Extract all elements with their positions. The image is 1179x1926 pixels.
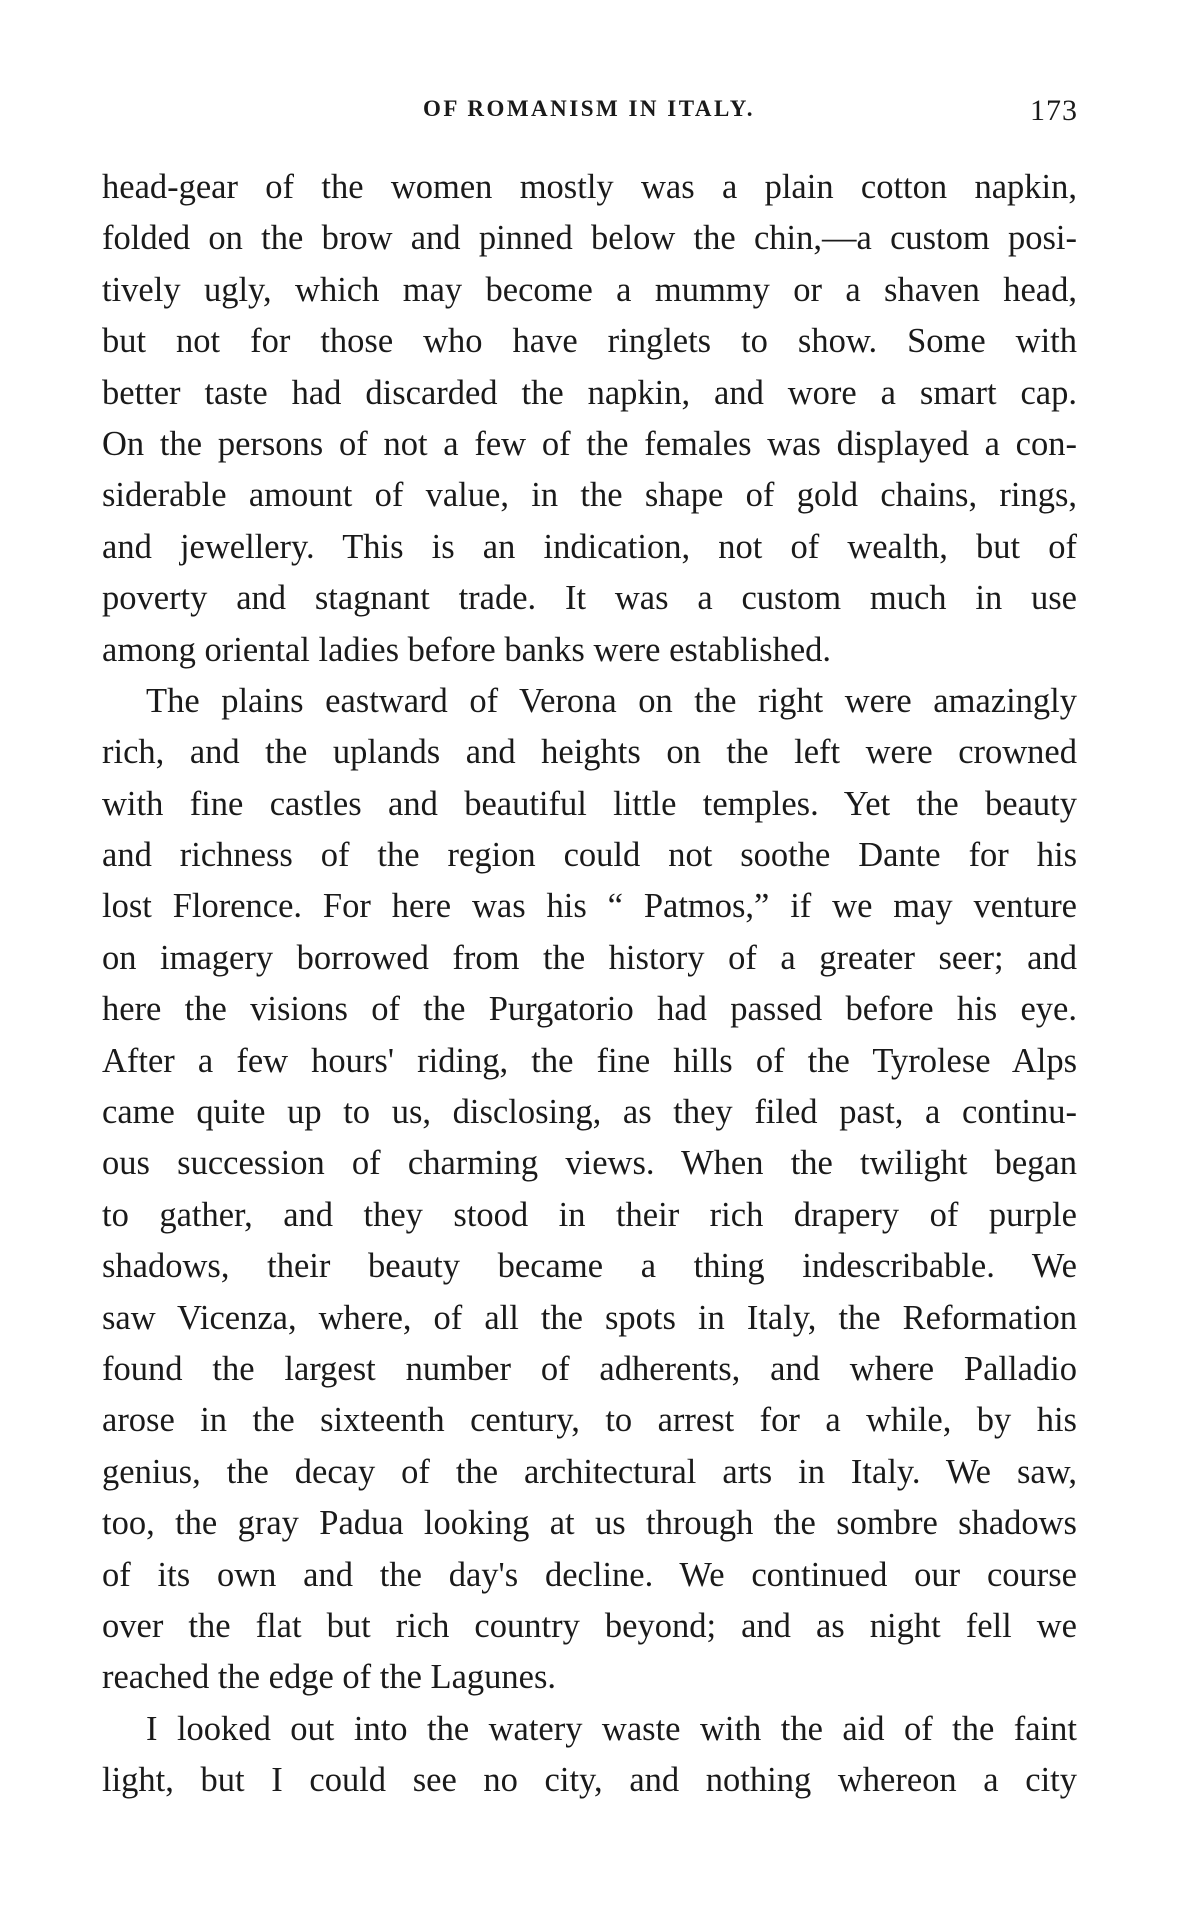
- text-line: found the largest number of adherents, and where Palladio: [102, 1349, 1077, 1388]
- text-line: too, the gray Padua looking at us through the sombre shadows: [102, 1504, 1077, 1543]
- text-line: light, but I could see no city, and nothing whereon a city: [102, 1761, 1077, 1800]
- text-line: to gather, and they stood in their rich drapery of purple: [102, 1195, 1077, 1234]
- text-line: reached the edge of the Lagunes.: [102, 1658, 557, 1697]
- text-line: head-gear of the women mostly was a plain cotton napkin,: [102, 168, 1077, 206]
- text-line: folded on the brow and pinned below the chin,—a custom posi-: [102, 219, 1077, 258]
- paragraph-first-line: The plains eastward of Verona on the right were amazingly: [146, 681, 1077, 720]
- text-line: better taste had discarded the napkin, and wore a smart cap.: [102, 373, 1077, 412]
- text-line: came quite up to us, disclosing, as they filed past, a continu-: [102, 1093, 1077, 1132]
- page-number: 173: [1030, 94, 1078, 127]
- text-line: On the persons of not a few of the females was displayed a con-: [102, 424, 1077, 463]
- text-line: over the flat but rich country beyond; and as night fell we: [102, 1606, 1077, 1645]
- text-line: here the visions of the Purgatorio had passed before his eye.: [102, 990, 1077, 1029]
- text-line: with fine castles and beautiful little temples. Yet the beauty: [102, 784, 1077, 823]
- text-line: tively ugly, which may become a mummy or a shaven head,: [102, 270, 1077, 309]
- text-line: genius, the decay of the architectural arts in Italy. We saw,: [102, 1452, 1077, 1491]
- text-line: lost Florence. For here was his “ Patmos,” if we may venture: [102, 887, 1077, 926]
- text-line: After a few hours' riding, the fine hills of the Tyrolese Alps: [102, 1041, 1077, 1080]
- text-line: and richness of the region could not soothe Dante for his: [102, 836, 1077, 875]
- text-line: among oriental ladies before banks were established.: [102, 630, 832, 669]
- text-line: siderable amount of value, in the shape of gold chains, rings,: [102, 476, 1077, 515]
- body-text: [102, 162, 1077, 1807]
- paragraph-first-line: I looked out into the watery waste with the aid of the faint: [146, 1709, 1077, 1748]
- text-line: on imagery borrowed from the history of a greater seer; and: [102, 938, 1077, 977]
- running-title: OF ROMANISM IN ITALY.: [423, 96, 755, 121]
- text-line: of its own and the day's decline. We continued our course: [102, 1555, 1077, 1594]
- text-line: and jewellery. This is an indication, not of wealth, but of: [102, 527, 1077, 566]
- text-line: saw Vicenza, where, of all the spots in Italy, the Reformation: [102, 1298, 1077, 1337]
- text-line: rich, and the uplands and heights on the left were crowned: [102, 733, 1077, 772]
- running-head: [100, 96, 1078, 136]
- text-line: arose in the sixteenth century, to arrest for a while, by his: [102, 1401, 1077, 1440]
- text-line: shadows, their beauty became a thing indescribable. We: [102, 1247, 1077, 1286]
- text-line: poverty and stagnant trade. It was a custom much in use: [102, 579, 1077, 618]
- text-line: but not for those who have ringlets to show. Some with: [102, 322, 1077, 361]
- text-line: ous succession of charming views. When the twilight began: [102, 1144, 1077, 1183]
